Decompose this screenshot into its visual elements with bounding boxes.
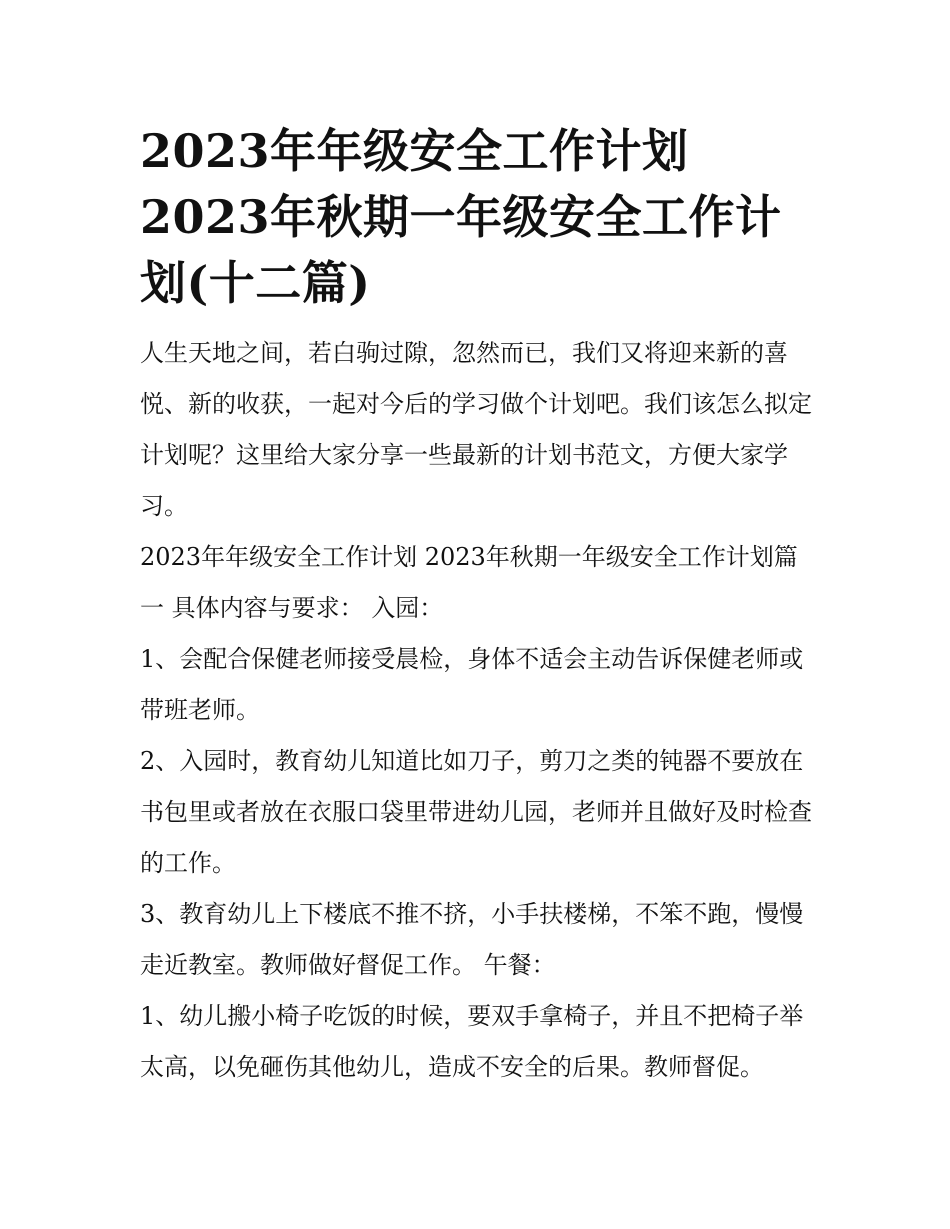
list-item-lunch-1: 1、幼儿搬小椅子吃饭的时候，要双手拿椅子，并且不把椅子举太高，以免砸伤其他幼儿，造成不安全的后果。教师督促。: [140, 1002, 804, 1081]
list-item-2: 2、入园时，教育幼儿知道比如刀子，剪刀之类的钝器不要放在书包里或者放在衣服口袋里带进幼儿园，老师并且做好及时检查的工作。: [140, 747, 812, 877]
document-page: [140, 118, 820, 1093]
document-body: [140, 328, 820, 1093]
list-item-3: 3、教育幼儿上下楼底不推不挤，小手扶楼梯，不笨不跑，慢慢走近教室。教师做好督促工作。 午餐：: [140, 900, 804, 979]
list-item-1: 1、会配合保健老师接受晨检，身体不适会主动告诉保健老师或带班老师。: [140, 645, 804, 724]
intro-paragraph: 人生天地之间，若白驹过隙，忽然而已，我们又将迎来新的喜悦、新的收获，一起对今后的学习做个计划吧。我们该怎么拟定计划呢？这里给大家分享一些最新的计划书范文，方便大家学习。: [140, 339, 812, 520]
document-title: 2023年年级安全工作计划 2023年秋期一年级安全工作计划(十二篇): [140, 124, 782, 310]
section-heading-paragraph: 2023年年级安全工作计划 2023年秋期一年级安全工作计划篇一 具体内容与要求： 入园：: [140, 543, 798, 622]
